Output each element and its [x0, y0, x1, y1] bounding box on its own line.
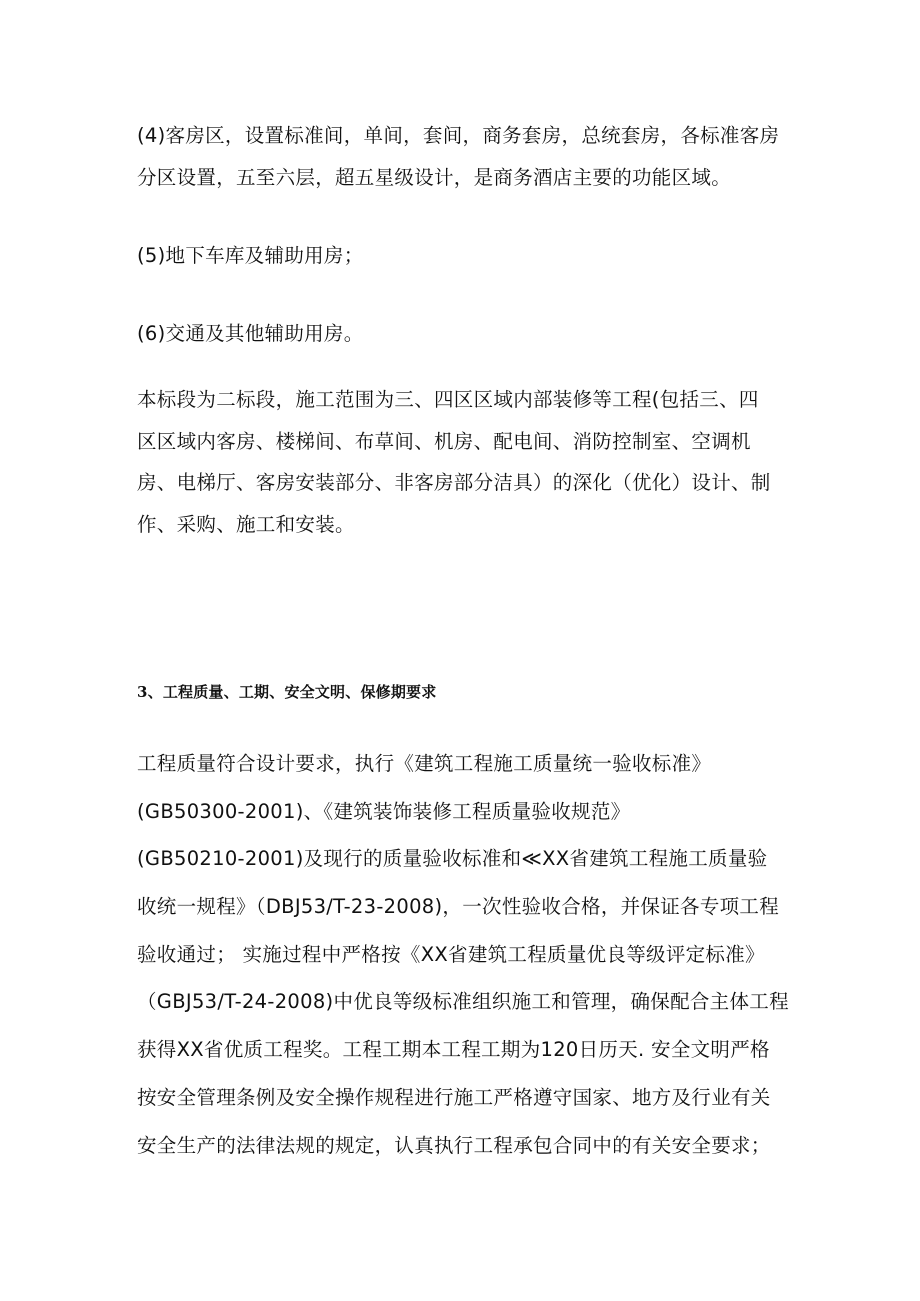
text-line: 收统一规程》（DBJ53/T-23-2008)，一次性验收合格，并保证各专项工程	[137, 895, 780, 919]
section-heading: 3、工程质量、工期、安全文明、保修期要求	[137, 683, 437, 701]
text-line: 分区设置，五至六层，超五星级设计，是商务酒店主要的功能区域。	[137, 165, 732, 189]
paragraph-quality-requirements	[137, 740, 797, 1169]
text-line: (4)客房区，设置标准间，单间，套间，商务套房，总统套房，各标准客房	[137, 124, 780, 147]
text-line: （GBJ53/T-24-2008)中优良等级标准组织施工和管理，确保配合主体工程	[137, 990, 789, 1014]
text-line: (5)地下车库及辅助用房；	[137, 244, 364, 267]
text-line: (GB50300-2001)、《建筑装饰装修工程质量验收规范》	[137, 799, 631, 823]
text-line: 区区域内客房、楼梯间、布草间、机房、配电间、消防控制室、空调机	[137, 429, 751, 453]
text-line: 房、电梯厅、客房安装部分、非客房部分洁具）的深化（优化）设计、制	[137, 471, 771, 494]
text-line: 安全生产的法律法规的规定，认真执行工程承包合同中的有关安全要求；	[137, 1133, 771, 1157]
text-line: 获得XX省优质工程奖。工程工期本工程工期为120日历天. 安全文明严格	[137, 1038, 770, 1062]
text-line: 工程质量符合设计要求，执行《建筑工程施工质量统一验收标准》	[137, 752, 712, 775]
paragraph-traffic-auxiliary	[137, 313, 797, 355]
text-line: 按安全管理条例及安全操作规程进行施工严格遵守国家、地方及行业有关	[137, 1085, 771, 1109]
text-line: (GB50210-2001)及现行的质量验收标准和≪XX省建筑工程施工质量验	[137, 847, 768, 871]
text-line: 作、采购、施工和安装。	[137, 512, 355, 536]
text-line: 验收通过； 实施过程中严格按《XX省建筑工程质量优良等级评定标准》	[137, 942, 765, 966]
text-line: (6)交通及其他辅助用房。	[137, 322, 364, 345]
paragraph-guest-room-area	[137, 115, 797, 198]
paragraph-underground-garage	[137, 235, 797, 277]
paragraph-construction-scope	[137, 379, 797, 545]
text-line: 本标段为二标段，施工范围为三、四区区域内部装修等工程(包括三、四	[137, 388, 759, 411]
